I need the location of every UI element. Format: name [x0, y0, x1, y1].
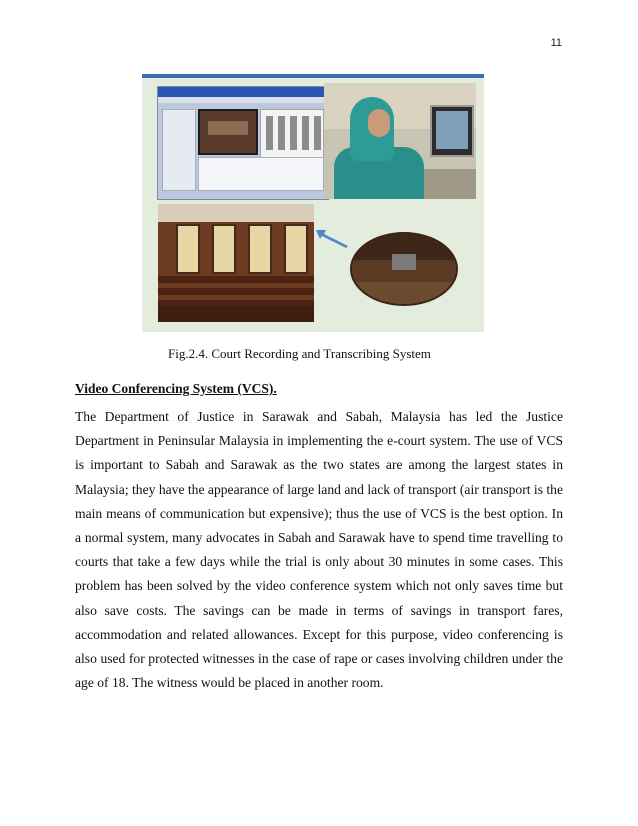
recording-software-screen-photo — [157, 86, 329, 200]
pointer-arrow-icon — [316, 228, 350, 248]
page-number: 11 — [550, 37, 562, 49]
courtroom-photo — [158, 204, 314, 322]
figure-top-strip — [142, 74, 484, 78]
figure-collage — [142, 74, 484, 332]
section-heading: Video Conferencing System (VCS). — [75, 381, 277, 396]
transcriber-operator-photo — [324, 83, 476, 199]
figure-caption: Fig.2.4. Court Recording and Transcribing System — [168, 346, 431, 361]
body-paragraph: The Department of Justice in Sarawak and Sabah, Malaysia has led the Justice Department in Peninsular Malaysia in implementing the e-court system. The use of VCS is important to Sabah and Sarawak as the two states are among the largest states in Malaysia; they have the appearance of large land and lack of transport (air transport is the main means of communication but expensive); thus the use of VCS is the best option. In a normal system, many advocates in Sabah and Sarawak have to spend time travelling to courts that take a few days while the trial is only about 30 minutes in some cases. This problem has been solved by the video conference system which not only saves time but also save costs. The savings can be made in terms of savings in transport fares, accommodation and related allowances. Except for this purpose, video conferencing is also used for protected witnesses in the case of rape or cases involving children under the age of 18. The witness would be placed in another room. — [75, 409, 563, 691]
microphone-closeup-photo — [350, 232, 458, 306]
